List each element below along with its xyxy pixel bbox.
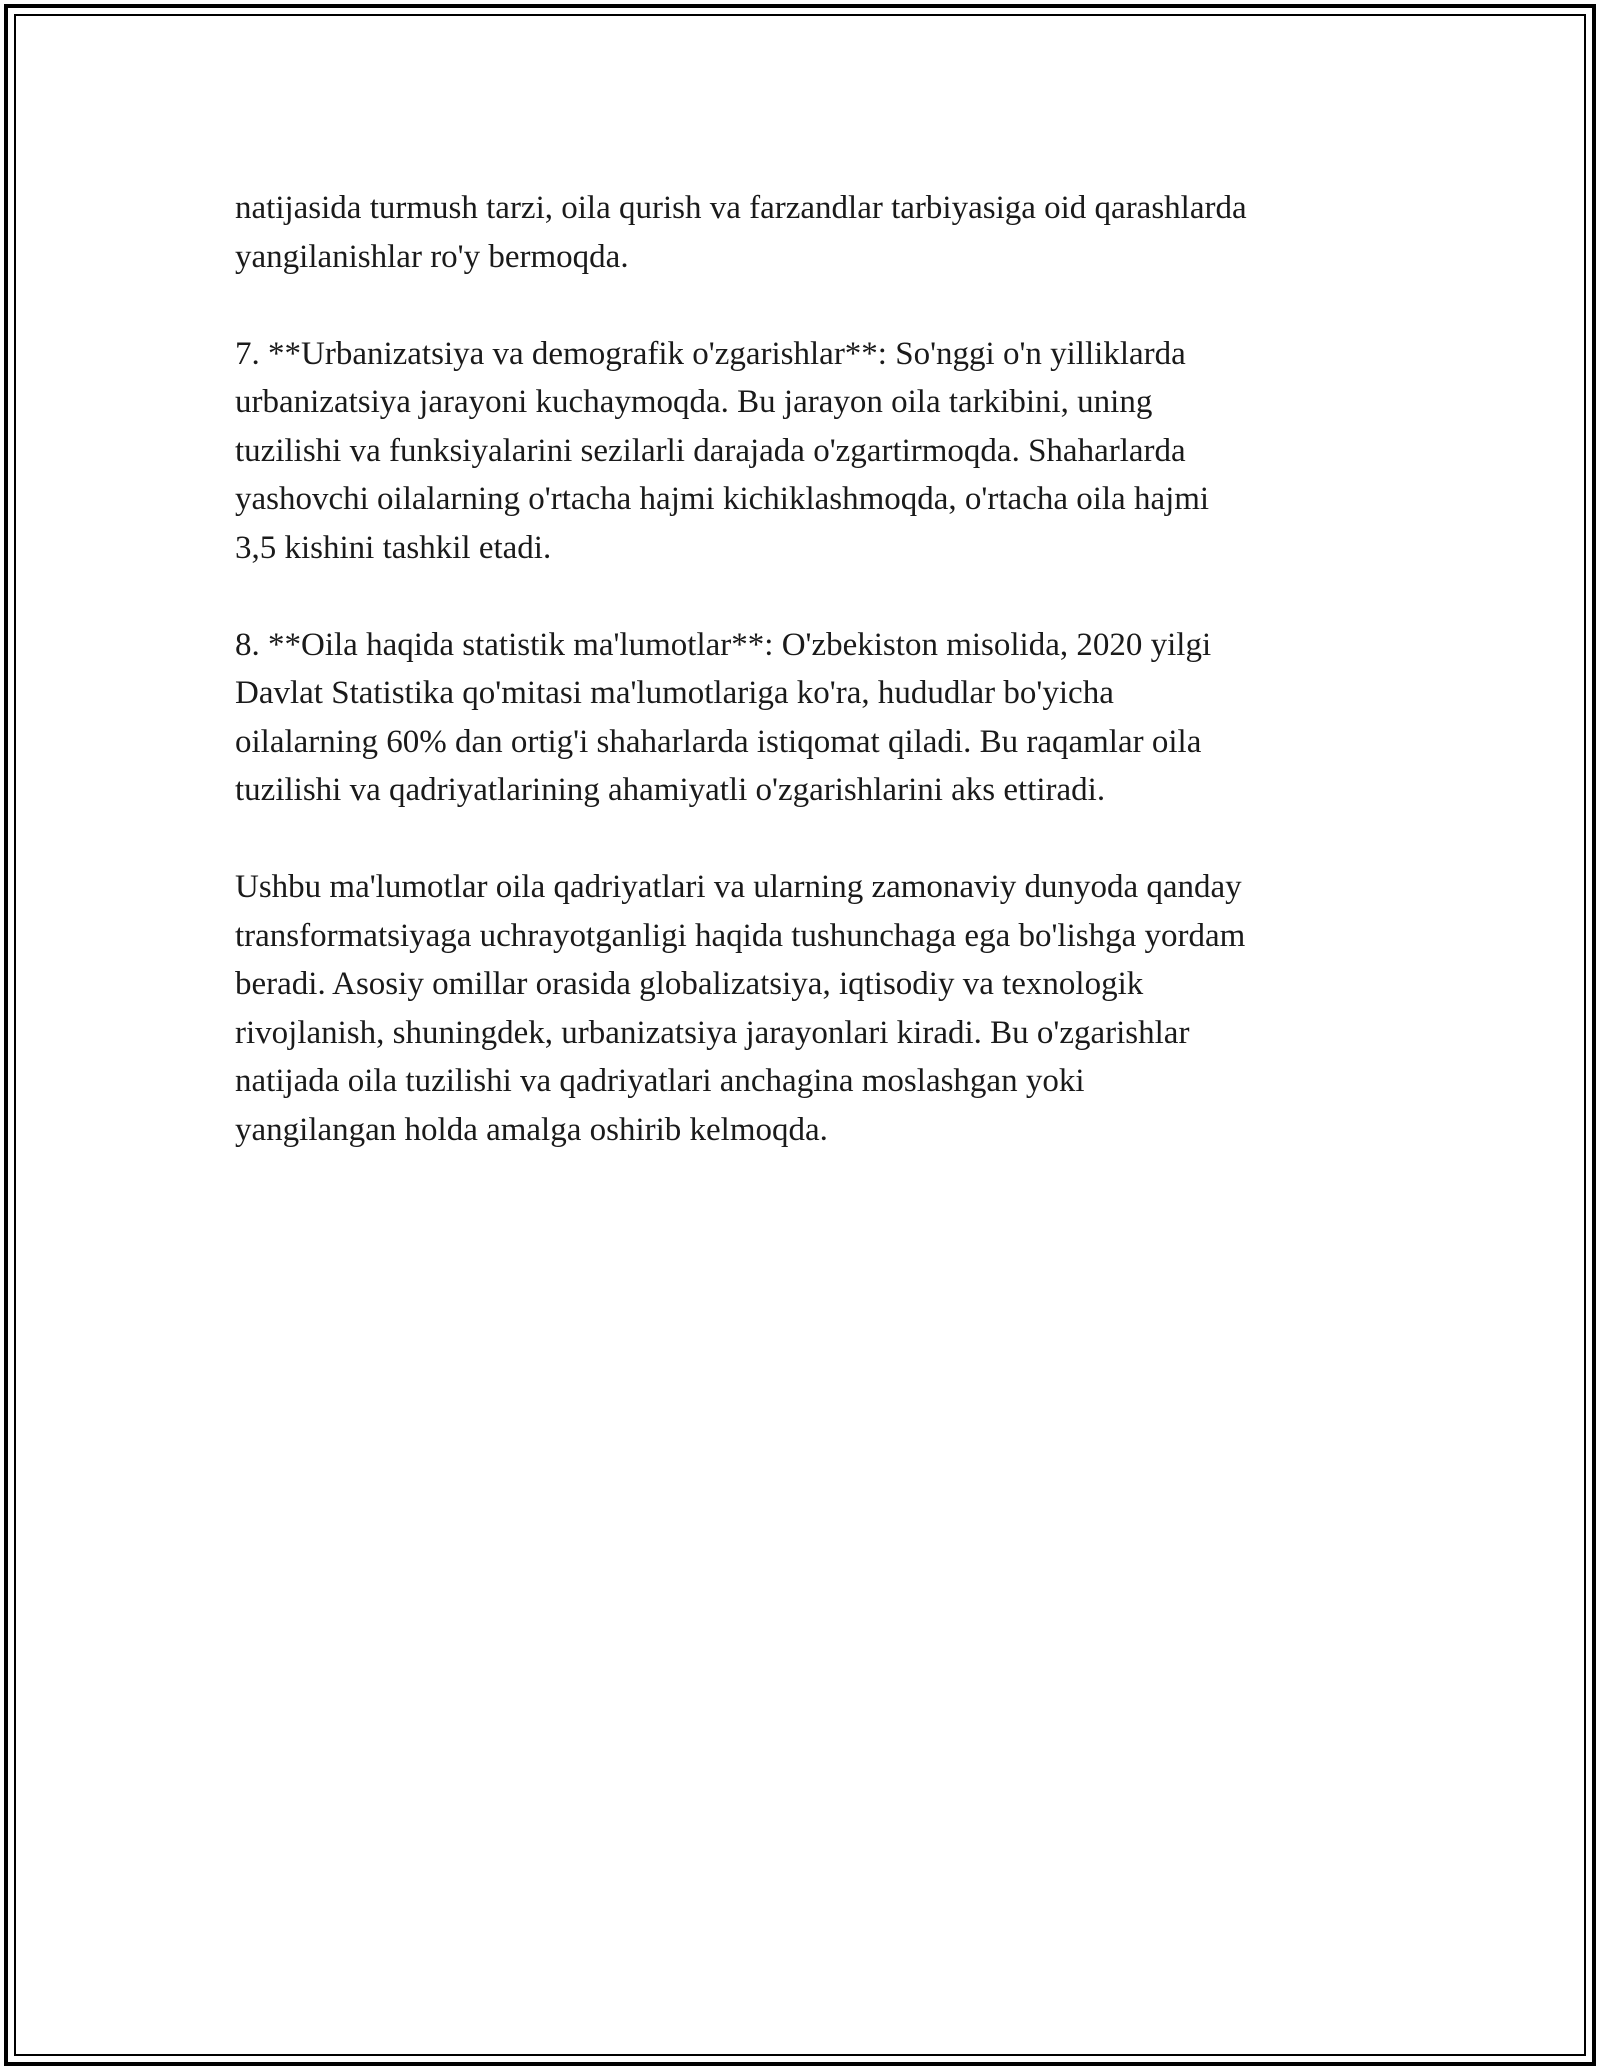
paragraph-continuation (235, 184, 1375, 281)
paragraph-conclusion (235, 863, 1375, 1154)
text-line: 8. **Oila haqida statistik ma'lumotlar**: O'zbekiston misolida, 2020 yilgi (235, 626, 1212, 663)
text-line: yangilangan holda amalga oshirib kelmoqda. (235, 1111, 828, 1148)
paragraph-item-7 (235, 330, 1375, 573)
text-line: oilalarning 60% dan ortig'i shaharlarda istiqomat qiladi. Bu raqamlar oila (235, 723, 1202, 760)
text-line: Ushbu ma'lumotlar oila qadriyatlari va ularning zamonaviy dunyoda qanday (235, 869, 1242, 905)
text-line: Davlat Statistika qo'mitasi ma'lumotlariga ko'ra, hududlar bo'yicha (235, 675, 1114, 711)
text-line: natijasida turmush tarzi, oila qurish va farzandlar tarbiyasiga oid qarashlarda (235, 190, 1247, 226)
text-line: yashovchi oilalarning o'rtacha hajmi kichiklashmoqda, o'rtacha oila hajmi (235, 481, 1210, 517)
document-body (235, 184, 1375, 1203)
text-line: rivojlanish, shuningdek, urbanizatsiya jarayonlari kiradi. Bu o'zgarishlar (235, 1014, 1190, 1051)
text-line: natijada oila tuzilishi va qadriyatlari anchagina moslashgan yoki (235, 1063, 1085, 1099)
text-line: urbanizatsiya jarayoni kuchaymoqda. Bu jarayon oila tarkibini, uning (235, 384, 1153, 420)
text-line: yangilanishlar ro'y bermoqda. (235, 238, 629, 275)
text-line: 3,5 kishini tashkil etadi. (235, 529, 552, 566)
text-line: transformatsiyaga uchrayotganligi haqida tushunchaga ega bo'lishga yordam (235, 917, 1246, 954)
paragraph-item-8 (235, 621, 1375, 815)
text-line: beradi. Asosiy omillar orasida globalizatsiya, iqtisodiy va texnologik (235, 966, 1144, 1002)
text-line: tuzilishi va qadriyatlarining ahamiyatli o'zgarishlarini aks ettiradi. (235, 772, 1106, 808)
text-line: 7. **Urbanizatsiya va demografik o'zgarishlar**: So'nggi o'n yilliklarda (235, 335, 1186, 372)
text-line: tuzilishi va funksiyalarini sezilarli darajada o'zgartirmoqda. Shaharlarda (235, 432, 1186, 469)
